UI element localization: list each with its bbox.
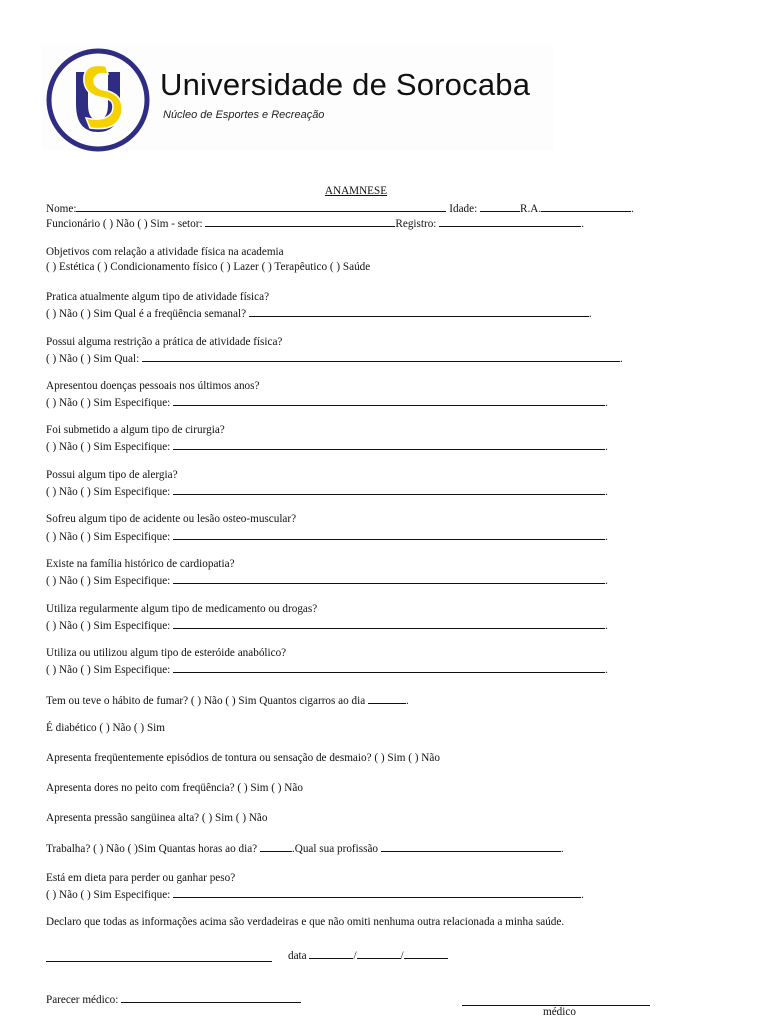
- alergia-question: Possui algum tipo de alergia?: [46, 469, 178, 481]
- restricao-answer[interactable]: ( ) Não ( ) Sim Qual:: [46, 353, 140, 365]
- doencas-field[interactable]: [173, 394, 605, 406]
- restricao-question: Possui alguma restrição a prática de atividade física?: [46, 336, 283, 348]
- objetivos-options[interactable]: ( ) Estética ( ) Condicionamento físico ( ) Lazer ( ) Terapêutico ( ) Saúde: [46, 261, 371, 273]
- university-name: Universidade de Sorocaba: [160, 67, 531, 102]
- data-day-field[interactable]: [309, 947, 353, 959]
- acidente-answer-row: ( ) Não ( ) Sim Especifique: .: [46, 528, 608, 545]
- data-row: data / /: [288, 947, 448, 962]
- familia-answer[interactable]: ( ) Não ( ) Sim Especifique:: [46, 575, 171, 587]
- data-month-field[interactable]: [357, 947, 401, 959]
- form-title: ANAMNESE: [324, 185, 388, 197]
- alergia-field[interactable]: [173, 483, 605, 495]
- alergia-answer-row: ( ) Não ( ) Sim Especifique: .: [46, 483, 608, 500]
- doencas-question: Apresentou doenças pessoais nos últimos anos?: [46, 380, 260, 392]
- ra-field[interactable]: [541, 200, 631, 212]
- familia-question: Existe na família histórico de cardiopatia?: [46, 558, 235, 570]
- alergia-answer[interactable]: ( ) Não ( ) Sim Especifique:: [46, 486, 171, 498]
- medicamento-answer[interactable]: ( ) Não ( ) Sim Especifique:: [46, 620, 171, 632]
- declaracao-text: Declaro que todas as informações acima são verdadeiras e que não omiti nenhuma outra relacionada a minha saúde.: [46, 916, 565, 928]
- doencas-answer[interactable]: ( ) Não ( ) Sim Especifique:: [46, 397, 171, 409]
- medico-label: médico: [543, 1006, 576, 1018]
- esteroide-answer[interactable]: ( ) Não ( ) Sim Especifique:: [46, 664, 171, 676]
- ra-label: R.A.: [520, 203, 542, 215]
- fumar-row: Tem ou teve o hábito de fumar? ( ) Não ( ) Sim Quantos cigarros ao dia .: [46, 692, 409, 709]
- funcionario-row: Funcionário ( ) Não ( ) Sim - setor: Registro: .: [46, 215, 584, 232]
- registro-field[interactable]: [439, 215, 581, 227]
- idade-field[interactable]: [480, 200, 520, 212]
- cirurgia-answer[interactable]: ( ) Não ( ) Sim Especifique:: [46, 441, 171, 453]
- acidente-answer[interactable]: ( ) Não ( ) Sim Especifique:: [46, 531, 171, 543]
- dieta-question: Está em dieta para perder ou ganhar peso?: [46, 872, 236, 884]
- cirurgia-answer-row: ( ) Não ( ) Sim Especifique: .: [46, 438, 608, 455]
- medicamento-field[interactable]: [173, 617, 605, 629]
- acidente-question: Sofreu algum tipo de acidente ou lesão osteo-muscular?: [46, 513, 297, 525]
- esteroide-answer-row: ( ) Não ( ) Sim Especifique: .: [46, 661, 608, 678]
- dieta-field[interactable]: [173, 886, 581, 898]
- nome-label: Nome:: [46, 203, 77, 215]
- parecer-label: Parecer médico:: [46, 994, 119, 1006]
- dieta-answer[interactable]: ( ) Não ( ) Sim Especifique:: [46, 889, 171, 901]
- registro-label: Registro:: [395, 218, 437, 230]
- header: [42, 45, 554, 150]
- pratica-answer[interactable]: ( ) Não ( ) Sim Qual é a freqüência semanal?: [46, 308, 247, 320]
- university-logo: [46, 48, 150, 152]
- medicamento-answer-row: ( ) Não ( ) Sim Especifique: .: [46, 617, 608, 634]
- doencas-answer-row: ( ) Não ( ) Sim Especifique: .: [46, 394, 608, 411]
- tontura-row[interactable]: Apresenta freqüentemente episódios de tontura ou sensação de desmaio? ( ) Sim ( ) Não: [46, 752, 440, 764]
- parecer-row: [46, 991, 301, 1006]
- cirurgia-field[interactable]: [173, 438, 605, 450]
- pressao-row[interactable]: Apresenta pressão sangüinea alta? ( ) Sim ( ) Não: [46, 812, 268, 824]
- familia-answer-row: ( ) Não ( ) Sim Especifique: .: [46, 572, 608, 589]
- medicamento-question: Utiliza regularmente algum tipo de medicamento ou drogas?: [46, 603, 318, 615]
- acidente-field[interactable]: [173, 528, 605, 540]
- data-year-field[interactable]: [404, 947, 448, 959]
- pratica-question: Pratica atualmente algum tipo de atividade física?: [46, 291, 270, 303]
- nome-field[interactable]: [76, 200, 446, 212]
- nome-row: Nome: Idade: R.A. .: [46, 200, 634, 217]
- setor-field[interactable]: [205, 215, 395, 227]
- profissao-label: Qual sua profissão: [294, 843, 379, 855]
- diabetico-row[interactable]: É diabético ( ) Não ( ) Sim: [46, 722, 165, 734]
- fumar-question[interactable]: Tem ou teve o hábito de fumar? ( ) Não ( ) Sim Quantos cigarros ao dia: [46, 695, 366, 707]
- dieta-answer-row: ( ) Não ( ) Sim Especifique: .: [46, 886, 584, 903]
- data-label: data: [288, 950, 307, 962]
- esteroide-field[interactable]: [173, 661, 605, 673]
- restricao-field[interactable]: [142, 350, 620, 362]
- funcionario-label: Funcionário ( ) Não ( ) Sim - setor:: [46, 218, 203, 230]
- pratica-field[interactable]: [249, 305, 589, 317]
- objetivos-question: Objetivos com relação a atividade física na academia: [46, 246, 284, 258]
- idade-label: Idade:: [449, 203, 478, 215]
- horas-field[interactable]: [260, 840, 292, 852]
- cirurgia-question: Foi submetido a algum tipo de cirurgia?: [46, 424, 225, 436]
- trabalha-row: Trabalha? ( ) Não ( )Sim Quantas horas ao dia? .Qual sua profissão .: [46, 840, 564, 857]
- restricao-answer-row: ( ) Não ( ) Sim Qual: .: [46, 350, 623, 367]
- parecer-field[interactable]: [121, 991, 301, 1003]
- pratica-answer-row: ( ) Não ( ) Sim Qual é a freqüência semanal? .: [46, 305, 592, 322]
- profissao-field[interactable]: [381, 840, 561, 852]
- signature-line[interactable]: [46, 960, 272, 962]
- trabalha-question[interactable]: Trabalha? ( ) Não ( )Sim Quantas horas ao dia?: [46, 843, 258, 855]
- familia-field[interactable]: [173, 572, 605, 584]
- esteroide-question: Utiliza ou utilizou algum tipo de esteróide anabólico?: [46, 647, 287, 659]
- department-name: Núcleo de Esportes e Recreação: [163, 109, 325, 121]
- dores-row[interactable]: Apresenta dores no peito com freqüência? ( ) Sim ( ) Não: [46, 782, 303, 794]
- cigarros-field[interactable]: [368, 692, 406, 704]
